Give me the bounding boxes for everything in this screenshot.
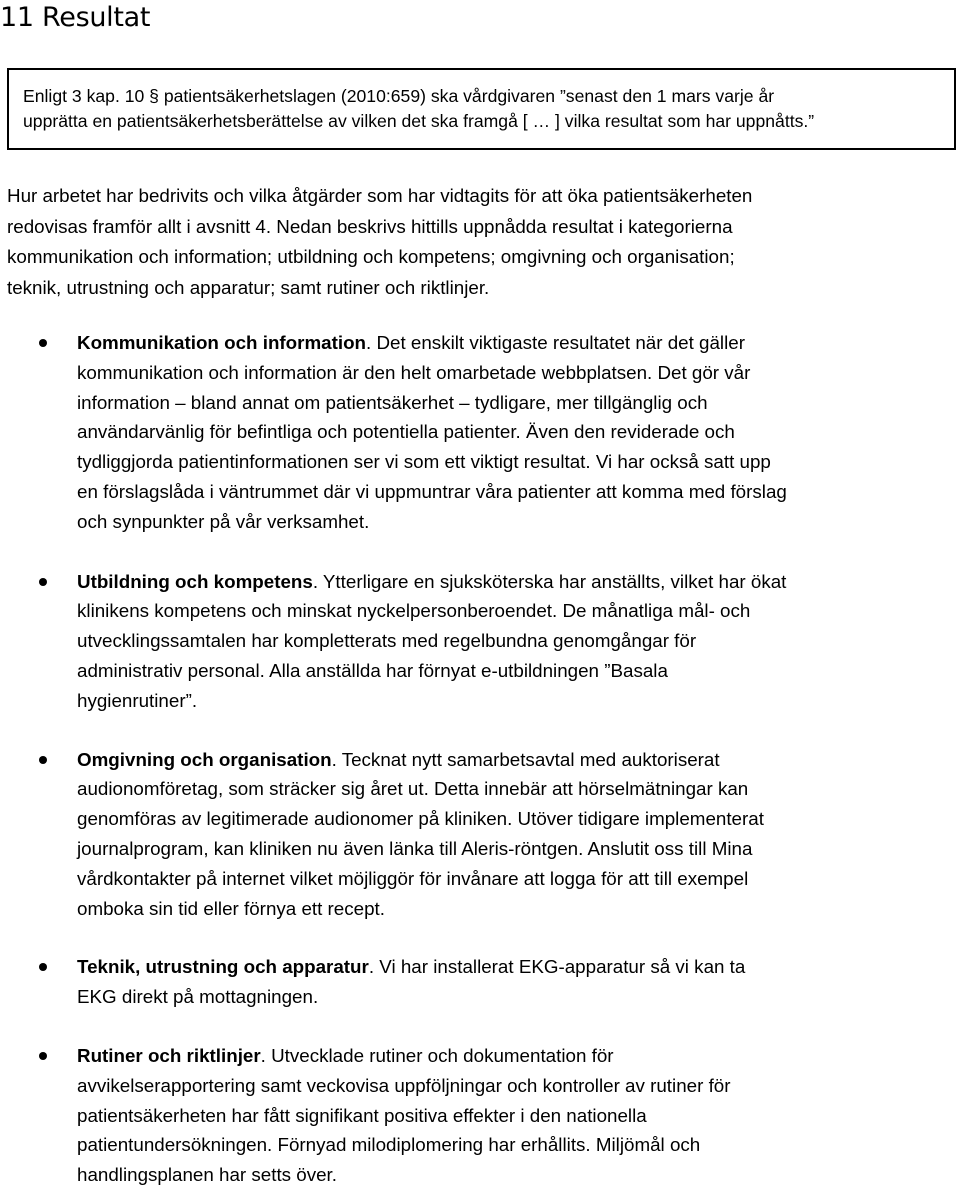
result-line: patientundersökningen. Förnyad milodiplomering har erhållits. Miljömål och [77,1134,701,1156]
result-text: . Utvecklade rutiner och dokumentation för [260,1044,614,1066]
result-line: journalprogram, kan kliniken nu även länka till Aleris-röntgen. Anslutit oss till Mina [77,837,753,859]
result-item-utbildning [0,567,960,716]
intro-paragraph [7,181,752,303]
result-line: användarvänlig för befintliga och potentiella patienter. Även den reviderade och [77,421,735,443]
intro-line: teknik, utrustning och apparatur; samt rutiner och riktlinjer. [7,276,490,298]
result-item-omgivning [0,745,960,924]
intro-line: kommunikation och information; utbildning och kompetens; omgivning och organisation; [7,246,735,267]
result-text: . Tecknat nytt samarbetsavtal med auktoriserat [331,748,720,770]
result-title: Kommunikation och information [77,332,367,353]
quote-line: upprätta en patientsäkerhetsberättelse av vilken det ska framgå [ … ] vilka resultat som har uppnåtts.” [23,111,815,131]
result-line: handlingsplanen har setts över. [77,1164,337,1186]
result-title: Teknik, utrustning och apparatur [77,956,369,978]
result-text: . Ytterligare en sjuksköterska har anställts, vilket har ökat [312,570,787,592]
result-text: . Vi har installerat EKG-apparatur så vi kan ta [368,956,746,978]
result-line: hygienrutiner”. [77,689,198,711]
quote-line: Enligt 3 kap. 10 § patientsäkerhetslagen (2010:659) ska vårdgivaren ”senast den 1 mars varje år [23,86,775,106]
results-bullet-list [0,328,960,1190]
result-line: information – bland annat om patientsäkerhet – tydligare, mer tillgänglig och [77,391,708,413]
result-title: Omgivning och organisation [77,748,332,770]
result-item-teknik [0,952,960,1012]
result-text: . Det enskilt viktigaste resultatet när det gäller [366,332,745,353]
result-line: EKG direkt på mottagningen. [77,986,319,1008]
result-line: omboka sin tid eller förnya ett recept. [77,897,385,919]
bullet-dot-icon [39,1052,47,1060]
bullet-dot-icon [39,339,47,347]
law-quote-box [7,68,956,150]
result-line: tydliggjorda patientinformationen ser vi som ett viktigt resultat. Vi har också satt upp [77,451,771,473]
bullet-dot-icon [39,963,47,971]
result-line: audionomföretag, som sträcker sig året ut. Detta innebär att hörselmätningar kan [77,778,749,800]
page-heading: 11 Resultat [0,2,151,33]
result-item-kommunikation [0,328,960,537]
result-line: utvecklingssamtalen har kompletterats med regelbundna genomgångar för [77,630,697,652]
bullet-dot-icon [39,756,47,764]
result-line: och synpunkter på vår verksamhet. [77,510,370,532]
intro-line: redovisas framför allt i avsnitt 4. Nedan beskrivs hittills uppnådda resultat i kategorierna [7,215,733,237]
result-line: en förslagslåda i väntrummet där vi uppmuntrar våra patienter att komma med förslag [77,480,787,502]
bullet-dot-icon [39,578,47,586]
intro-line: Hur arbetet har bedrivits och vilka åtgärder som har vidtagits för att öka patientsäkerheten [7,185,753,206]
result-title: Rutiner och riktlinjer [77,1044,261,1066]
result-line: klinikens kompetens och minskat nyckelpersonberoendet. De månatliga mål- och [77,600,751,622]
result-title: Utbildning och kompetens [77,570,313,592]
result-item-rutiner [0,1041,960,1190]
result-line: administrativ personal. Alla anställda har förnyat e-utbildningen ”Basala [77,659,668,681]
result-line: kommunikation och information är den helt omarbetade webbplatsen. Det gör vår [77,361,751,383]
result-line: patientsäkerheten har fått signifikant positiva effekter i den nationella [77,1104,647,1126]
result-line: vårdkontakter på internet vilket möjliggör för invånare att logga för att till exempel [77,867,749,889]
result-line: avvikelserapportering samt veckovisa uppföljningar och kontroller av rutiner för [77,1074,731,1096]
result-line: genomföras av legitimerade audionomer på kliniken. Utöver tidigare implementerat [77,808,764,830]
law-quote-text [23,84,814,134]
